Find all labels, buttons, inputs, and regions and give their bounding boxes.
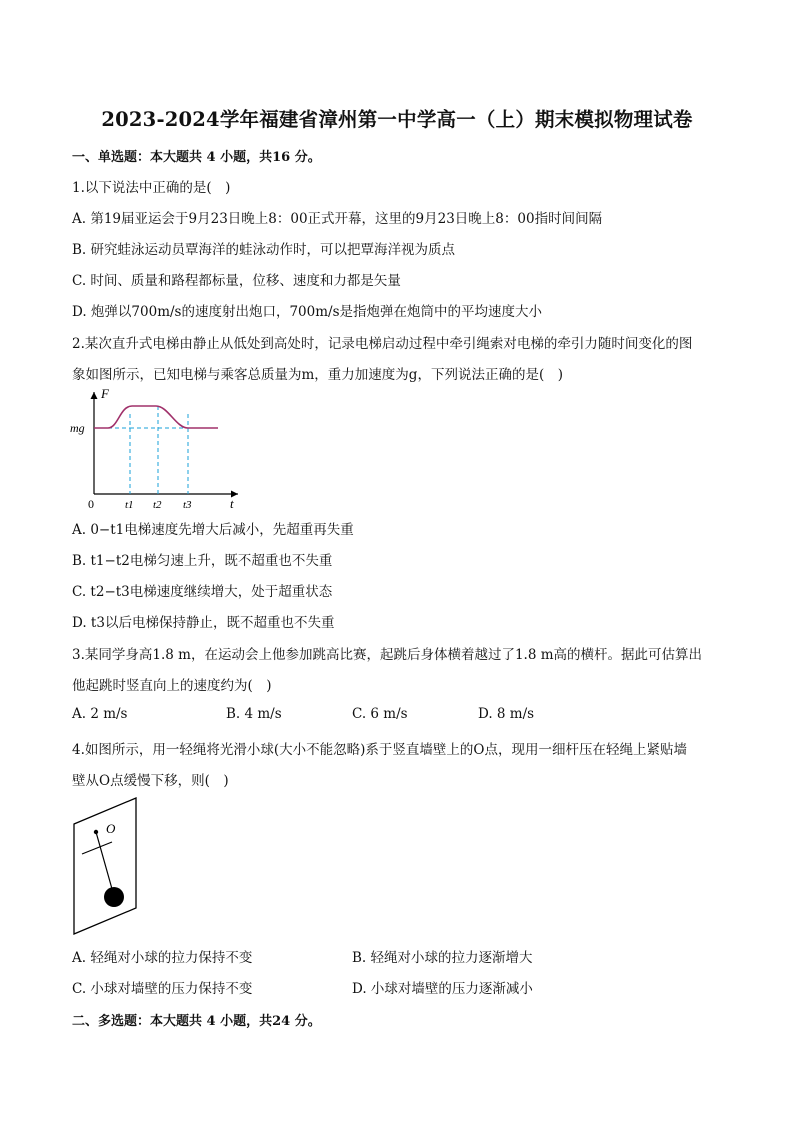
- q1-option-b: B. 研究蛙泳运动员覃海洋的蛙泳动作时，可以把覃海洋视为质点: [72, 242, 456, 258]
- ball: [104, 887, 124, 907]
- q3-stem-line1: 3.某同学身高1.8 m，在运动会上他参加跳高比赛，起跳后身体横着越过了1.8 m高的横杆。据此可估算出: [72, 647, 703, 663]
- q2-option-b: B. t1−t2电梯匀速上升，既不超重也不失重: [72, 553, 333, 569]
- rod: [82, 842, 112, 854]
- q3-option-c: C. 6 m/s: [352, 706, 408, 722]
- t3-tick-label: t3: [183, 499, 192, 511]
- q4-option-b: B. 轻绳对小球的拉力逐渐增大: [352, 950, 533, 966]
- q2-option-c: C. t2−t3电梯速度继续增大，处于超重状态: [72, 584, 333, 600]
- point-o-label: O: [106, 821, 116, 836]
- origin-label: 0: [88, 497, 94, 511]
- x-axis-label: t: [230, 496, 234, 511]
- y-axis-label: F: [101, 386, 109, 401]
- mg-label: mg: [70, 421, 85, 435]
- q2-stem-line2: 象如图所示，已知电梯与乘客总质量为m，重力加速度为g，下列说法正确的是( ): [72, 367, 563, 383]
- q4-option-c: C. 小球对墙壁的压力保持不变: [72, 981, 253, 997]
- q1-stem: 1.以下说法中正确的是( ): [72, 180, 231, 196]
- page-title: 2023-2024学年福建省漳州第一中学高一（上）期末模拟物理试卷: [101, 108, 693, 131]
- q2-force-time-graph: [68, 384, 248, 514]
- q2-option-a: A. 0−t1电梯速度先增大后减小，先超重再失重: [72, 522, 354, 538]
- rope: [96, 832, 114, 896]
- q4-wall-ball-figure: [70, 796, 150, 938]
- q1-option-a: A. 第19届亚运会于9月23日晚上8：00正式开幕，这里的9月23日晚上8：00指时间间隔: [72, 211, 603, 227]
- q2-stem-line1: 2.某次直升式电梯由静止从低处到高处时，记录电梯启动过程中牵引绳索对电梯的牵引力随时间变化的图: [72, 336, 693, 352]
- q4-option-d: D. 小球对墙壁的压力逐渐减小: [352, 981, 533, 997]
- q3-option-b: B. 4 m/s: [226, 706, 282, 722]
- q4-stem-line2: 壁从O点缓慢下移，则( ): [72, 773, 229, 789]
- q3-option-a: A. 2 m/s: [72, 706, 128, 722]
- q3-option-d: D. 8 m/s: [478, 706, 535, 722]
- force-curve: [94, 406, 218, 428]
- q1-option-c: C. 时间、质量和路程都标量，位移、速度和力都是矢量: [72, 273, 401, 289]
- q1-option-d: D. 炮弹以700m/s的速度射出炮口，700m/s是指炮弹在炮筒中的平均速度大小: [72, 304, 543, 320]
- q2-option-d: D. t3以后电梯保持静止，既不超重也不失重: [72, 615, 335, 631]
- section-heading-multi-choice: 二、多选题：本大题共 4 小题，共24 分。: [72, 1014, 321, 1029]
- q4-stem-line1: 4.如图所示，用一轻绳将光滑小球(大小不能忽略)系于竖直墙壁上的O点，现用一细杆压在轻绳上紧贴墙: [72, 742, 687, 758]
- t1-tick-label: t1: [125, 499, 134, 511]
- q4-option-a: A. 轻绳对小球的拉力保持不变: [72, 950, 253, 966]
- section-heading-single-choice: 一、单选题：本大题共 4 小题，共16 分。: [72, 150, 321, 165]
- q3-stem-line2: 他起跳时竖直向上的速度约为( ): [72, 678, 272, 694]
- t2-tick-label: t2: [153, 499, 162, 511]
